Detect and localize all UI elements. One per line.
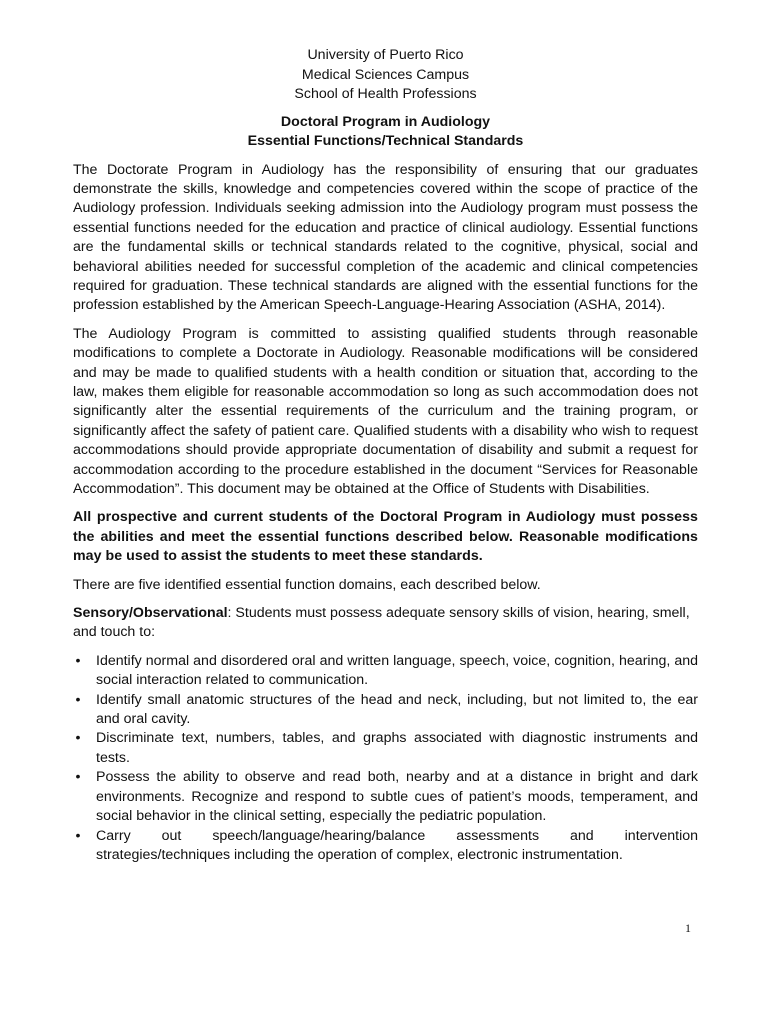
domains-paragraph: There are five identified essential function domains, each described below. (73, 576, 541, 593)
list-item (73, 729, 698, 768)
institution-header (73, 46, 698, 105)
requirement-paragraph: All prospective and current students of the Doctoral Program in Audiology must possess the abilities and meet the essential functions described below. Reasonable modifications may be used to assist the students to meet these standards. (73, 509, 698, 565)
campus-name: Medical Sciences Campus (301, 66, 470, 83)
list-item-text: Identify normal and disordered oral and written language, speech, voice, cognition, hearing, and social interaction related to communication. (96, 652, 698, 689)
list-item (73, 827, 698, 866)
sensory-paragraph (73, 604, 698, 643)
bullet-icon: • (75, 827, 81, 844)
list-item (73, 691, 698, 730)
page-number: 1 (685, 921, 691, 935)
list-item-text: Carry out speech/language/hearing/balance assessments and intervention strategies/techniques including the operation of complex, electronic instrumentation. (96, 827, 698, 863)
list-item-text: Identify small anatomic structures of the head and neck, including, but not limited to, the ear and oral cavity. (96, 691, 698, 728)
sensory-bullet-list (73, 652, 698, 865)
intro-paragraph: The Doctorate Program in Audiology has the responsibility of ensuring that our graduates demonstrate the skills, knowledge and competencies covered within the scope of practice of the Audiology profession. Individuals seeking admission into the Audiology program must possess the essential functions needed for the education and practice of clinical audiology. Essential functions are the fundamental skills or technical standards related to the cognitive, physical, social and behavioral abilities needed for successful completion of the academic and clinical competencies required for graduation. These technical standards are aligned with the essential functions for the profession established by the American Speech-Language-Hearing Association (ASHA, 2014). (73, 161, 698, 314)
document-title (73, 113, 698, 152)
document-page (73, 46, 698, 865)
sensory-text: : Students must possess adequate sensory skills of vision, hearing, smell, and touch to: (73, 605, 690, 641)
bullet-icon: • (75, 691, 81, 708)
bullet-icon: • (75, 652, 81, 669)
school-name: School of Health Professions (294, 86, 477, 102)
university-name: University of Puerto Rico (307, 47, 464, 63)
list-item (73, 652, 698, 691)
list-item-text: Discriminate text, numbers, tables, and graphs associated with diagnostic instruments and tests. (96, 730, 698, 766)
sensory-label: Sensory/Observational (73, 605, 228, 622)
list-item (73, 768, 698, 826)
standards-title: Essential Functions/Technical Standards (247, 133, 524, 149)
bullet-icon: • (75, 769, 81, 786)
list-item-text: Possess the ability to observe and read both, nearby and at a distance in bright and dark environments. Recognize and respond to subtle cues of patient’s moods, temperament, and social behavior in the clinical setting, especially the pediatric population. (96, 769, 698, 825)
commitment-paragraph: The Audiology Program is committed to assisting qualified students through reasonable modifications to complete a Doctorate in Audiology. Reasonable modifications will be considered and may be made to qualified students with a health condition or situation that, according to the law, makes them eligible for reasonable accommodation so long as such accommodation does not significantly alter the essential requirements of the curriculum and the training program, or significantly affect the safety of patient care. Qualified students with a disability who wish to request accommodations should provide appropriate documentation of disability and submit a request for accommodation according to the procedure established in the document “Services for Reasonable Accommodation”. This document may be obtained at the Office of Students with Disabilities. (73, 325, 698, 497)
bullet-icon: • (75, 730, 81, 747)
program-title: Doctoral Program in Audiology (280, 113, 491, 130)
